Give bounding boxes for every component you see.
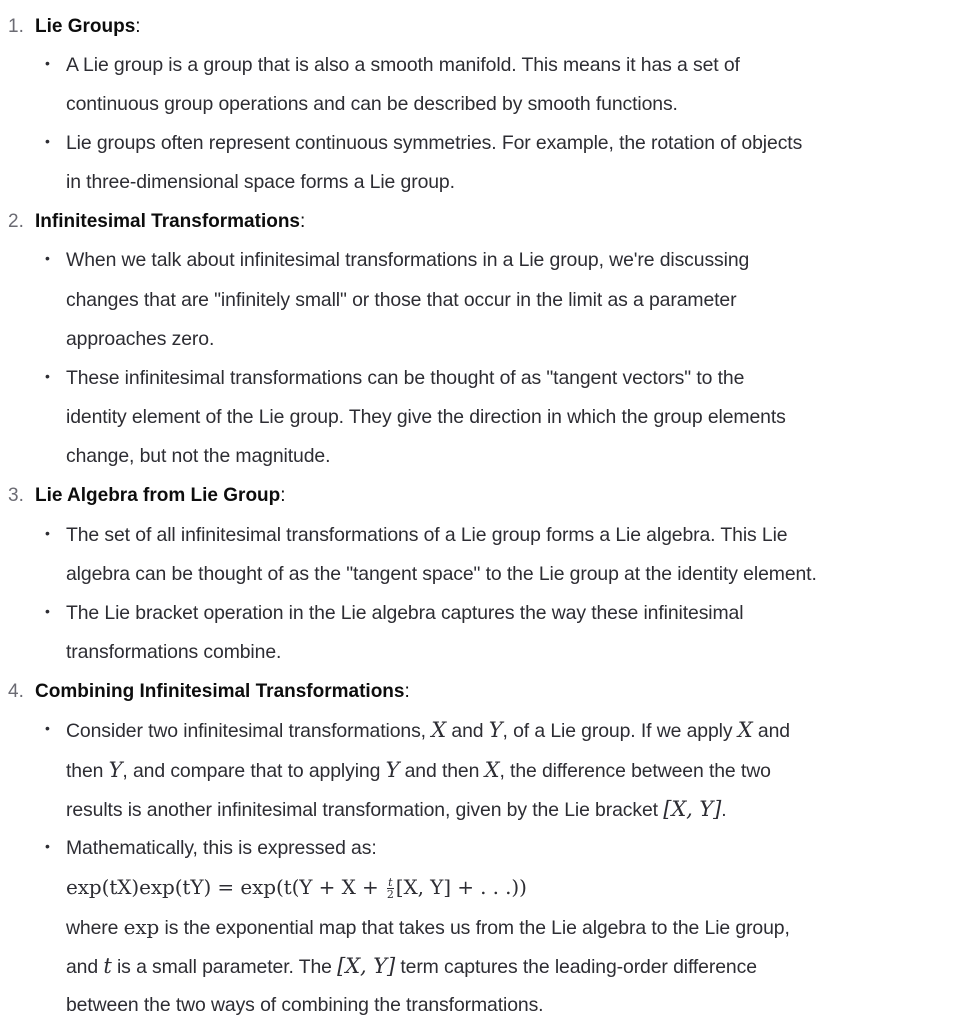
text-line: approaches zero. <box>66 328 215 350</box>
section-title: Lie Groups <box>35 16 136 37</box>
list-number: 2. <box>8 211 24 232</box>
bullet-icon: • <box>45 603 50 619</box>
text-line: continuous group operations and can be described by smooth functions. <box>66 93 678 115</box>
section-title: Lie Algebra from Lie Group <box>35 485 281 506</box>
text-line: When we talk about infinitesimal transformations in a Lie group, we're discussing <box>66 249 750 271</box>
math-t: t <box>103 954 112 978</box>
section-title: Infinitesimal Transformations <box>35 211 300 232</box>
text-line: changes that are "infinitely small" or those that occur in the limit as a parameter <box>66 289 737 311</box>
text-line: in three-dimensional space forms a Lie group. <box>66 171 455 193</box>
math-y: Y <box>488 718 503 742</box>
bullet-icon: • <box>45 838 50 854</box>
text-line: These infinitesimal transformations can be thought of as "tangent vectors" to the <box>66 367 745 389</box>
math-x: X <box>484 758 500 782</box>
section-title: Combining Infinitesimal Transformations <box>35 681 405 702</box>
text-line: Lie groups often represent continuous symmetries. For example, the rotation of objects <box>66 132 803 154</box>
bullet-icon: • <box>45 368 50 384</box>
bullet-icon: • <box>45 133 50 149</box>
math-lie-bracket: [X, Y] <box>663 797 722 821</box>
text-line: then Y, and compare that to applying Y and then X, the difference between the two <box>66 758 771 782</box>
text-line: identity element of the Lie group. They give the direction in which the group elements <box>66 406 786 428</box>
text-line: between the two ways of combining the transformations. <box>66 994 544 1016</box>
text-line: results is another infinitesimal transformation, given by the Lie bracket [X, Y]. <box>66 797 727 821</box>
bullet-icon: • <box>45 720 50 736</box>
math-formula: exp(tX)exp(tY) = exp(t(Y + X + $\frac{t}{2}$ [X, Y] + . . .)) <box>66 875 527 902</box>
text-line: Mathematically, this is expressed as: <box>66 837 377 859</box>
math-y: Y <box>108 758 123 782</box>
math-exp: exp <box>123 915 160 939</box>
text-line: where exp is the exponential map that takes us from the Lie algebra to the Lie group, <box>66 915 790 939</box>
math-x: X <box>431 718 447 742</box>
fraction-t-over-2: $\frac{t}{2}$ <box>386 876 394 902</box>
math-x: X <box>737 718 753 742</box>
text-line: algebra can be thought of as the "tangent space" to the Lie group at the identity element. <box>66 563 817 585</box>
list-number: 3. <box>8 485 24 506</box>
bullet-icon: • <box>45 525 50 541</box>
text-line: and t is a small parameter. The [X, Y] term captures the leading-order difference <box>66 954 757 978</box>
text-line: transformations combine. <box>66 641 282 663</box>
text-line: change, but not the magnitude. <box>66 445 331 467</box>
bullet-icon: • <box>45 250 50 266</box>
bullet-icon: • <box>45 55 50 71</box>
text-line: The set of all infinitesimal transformations of a Lie group forms a Lie algebra. This Lie <box>66 524 788 546</box>
list-number: 4. <box>8 681 24 702</box>
math-y: Y <box>385 758 400 782</box>
text-line: Consider two infinitesimal transformations, X and Y, of a Lie group. If we apply X and <box>66 718 790 742</box>
text-line: A Lie group is a group that is also a smooth manifold. This means it has a set of <box>66 54 740 76</box>
list-number: 1. <box>8 16 24 37</box>
math-lie-bracket: [X, Y] <box>337 954 396 978</box>
text-line: The Lie bracket operation in the Lie algebra captures the way these infinitesimal <box>66 602 744 624</box>
